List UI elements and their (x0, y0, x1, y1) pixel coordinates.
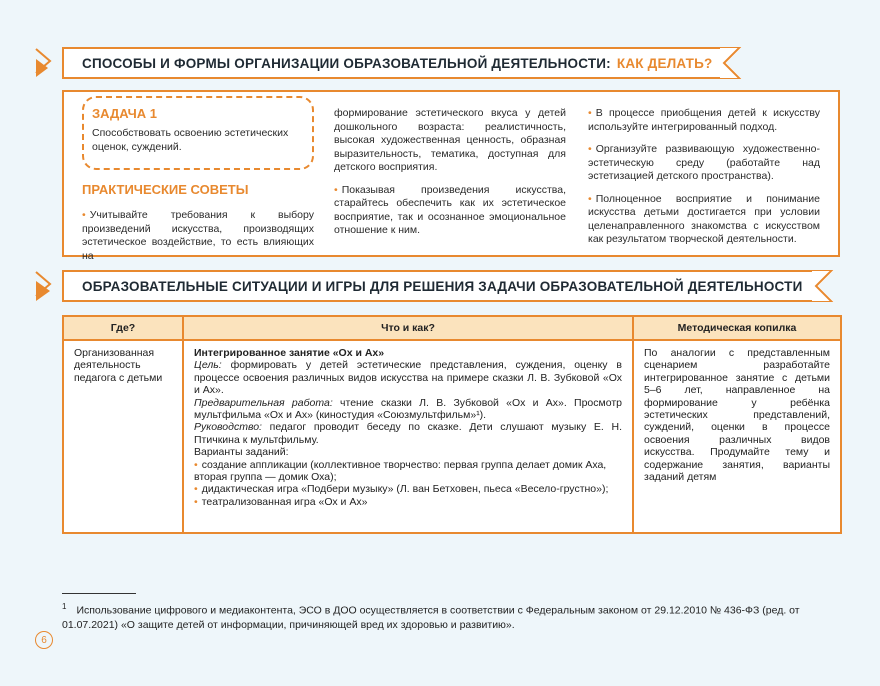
tip-paragraph: • Полноценное восприятие и понимание искусства детьми достигается при условии целенаправленного знакомства с искусством как результатом творческой деятельности. (588, 192, 820, 245)
bullet-icon: • (588, 192, 592, 205)
table-cell-where: Организованная деятельность педагога с детьми (74, 347, 163, 384)
task-text: Способствовать освоению эстетических оценок, суждений. (92, 127, 289, 153)
tips-title: ПРАКТИЧЕСКИЕ СОВЕТЫ (82, 182, 249, 197)
section-header-situations (62, 270, 814, 302)
list-item: • дидактическая игра «Подбери музыку» (Л. ван Бетховен, пьеса «Весело-грустно»); (194, 483, 609, 496)
table-cell-what (182, 341, 632, 532)
lesson-lead: Руководство: педагог проводит беседу по сказке. Дети слушают музыку Е. Н. Птичкина к мультфильму. (194, 421, 622, 446)
tip-paragraph: • Показывая произведения искусства, старайтесь обеспечить как их эстетическое восприятие, так и осознанное эмоциональное отношение к ним. (334, 183, 566, 236)
bullet-icon: • (194, 458, 198, 471)
lesson-goal: Цель: формировать у детей эстетические представления, суждения, оценку в процессе освоения различных видов искусства на примере сказки Л. В. Зубковой «Ох и Ах». (194, 359, 622, 397)
table-header-kopilka: Методическая копилка (632, 317, 840, 341)
lesson-prep: Предварительная работа: чтение сказки Л. В. Зубковой «Ох и Ах». Просмотр мультфильма «Ох и Ах» (киностудия «Союзмультфильм»¹). (194, 396, 622, 422)
footnote-mark: 1 (62, 602, 67, 611)
bullet-icon: • (194, 483, 198, 496)
variants-label: Варианты заданий: (194, 446, 289, 459)
footnote-text: Использование цифрового и медиаконтента, ЭСО в ДОО осуществляется в соответствии с Федеральным законом от 29.12.2010 № 436-ФЗ (ред. от 01.07.2021) «О защите детей от информации, причиняющей вред их здоровью и развитию». (62, 604, 800, 631)
section-header-methods (62, 47, 722, 79)
tips-column-3 (588, 107, 820, 256)
chevron-icon (36, 281, 50, 301)
banner-tail-icon (720, 47, 742, 79)
task-card (82, 96, 314, 170)
tips-column-2 (334, 107, 566, 247)
chevron-icon (36, 59, 48, 77)
activities-table (62, 315, 842, 534)
task-title: ЗАДАЧА 1 (92, 106, 158, 121)
bullet-icon: • (588, 107, 592, 119)
table-header-where: Где? (64, 317, 182, 341)
table-header-what: Что и как? (182, 317, 632, 341)
tip-paragraph: • В процессе приобщения детей к искусству используйте интегрированный подход. (588, 107, 820, 133)
bullet-icon: • (82, 209, 86, 221)
list-item: • театрализованная игра «Ох и Ах» (194, 495, 368, 508)
tip-paragraph: формирование эстетического вкуса у детей дошкольного возраста: реалистичность, высокая художественная ценность, образная выразительность, тематика, доступная для детского восприятия. (334, 107, 566, 173)
bullet-icon: • (194, 495, 198, 508)
banner-tail-icon (812, 270, 834, 302)
tip-paragraph: • Учитывайте требования к выбору произведений искусства, производящих эстетическое воздействие, то есть влияющих на (82, 209, 314, 262)
section-header-title: СПОСОБЫ И ФОРМЫ ОРГАНИЗАЦИИ ОБРАЗОВАТЕЛЬНОЙ ДЕЯТЕЛЬНОСТИ: (82, 55, 611, 71)
footnote (62, 600, 842, 632)
bullet-icon: • (334, 183, 338, 196)
section-header-title: ОБРАЗОВАТЕЛЬНЫЕ СИТУАЦИИ И ИГРЫ ДЛЯ РЕШЕНИЯ ЗАДАЧИ ОБРАЗОВАТЕЛЬНОЙ ДЕЯТЕЛЬНОСТИ (82, 278, 803, 294)
table-cell-kopilka: По аналогии с представленным сценарием разработайте интегрированное занятие с детьми 5–6 лет, направленное на формирование у ребёнка эстетических представлений, суждений, оценки в процессе освоения различных видов искусства. Продумайте тему и содержание занятия, варианты заданий детям (632, 341, 840, 532)
tips-column-1 (82, 182, 314, 272)
bullet-icon: • (588, 143, 592, 155)
footnote-divider (62, 593, 136, 594)
tip-paragraph: • Организуйте развивающую художественно-эстетическую среду (работайте над эстетизацией детского пространства). (588, 143, 820, 182)
section-header-accent: КАК ДЕЛАТЬ? (616, 55, 713, 71)
list-item: • создание аппликации (коллективное творчество: первая группа делает домик Аха, вторая группа — домик Оха); (194, 458, 607, 484)
lesson-title: Интегрированное занятие «Ох и Ах» (194, 347, 385, 359)
page-number: 6 (35, 631, 53, 649)
